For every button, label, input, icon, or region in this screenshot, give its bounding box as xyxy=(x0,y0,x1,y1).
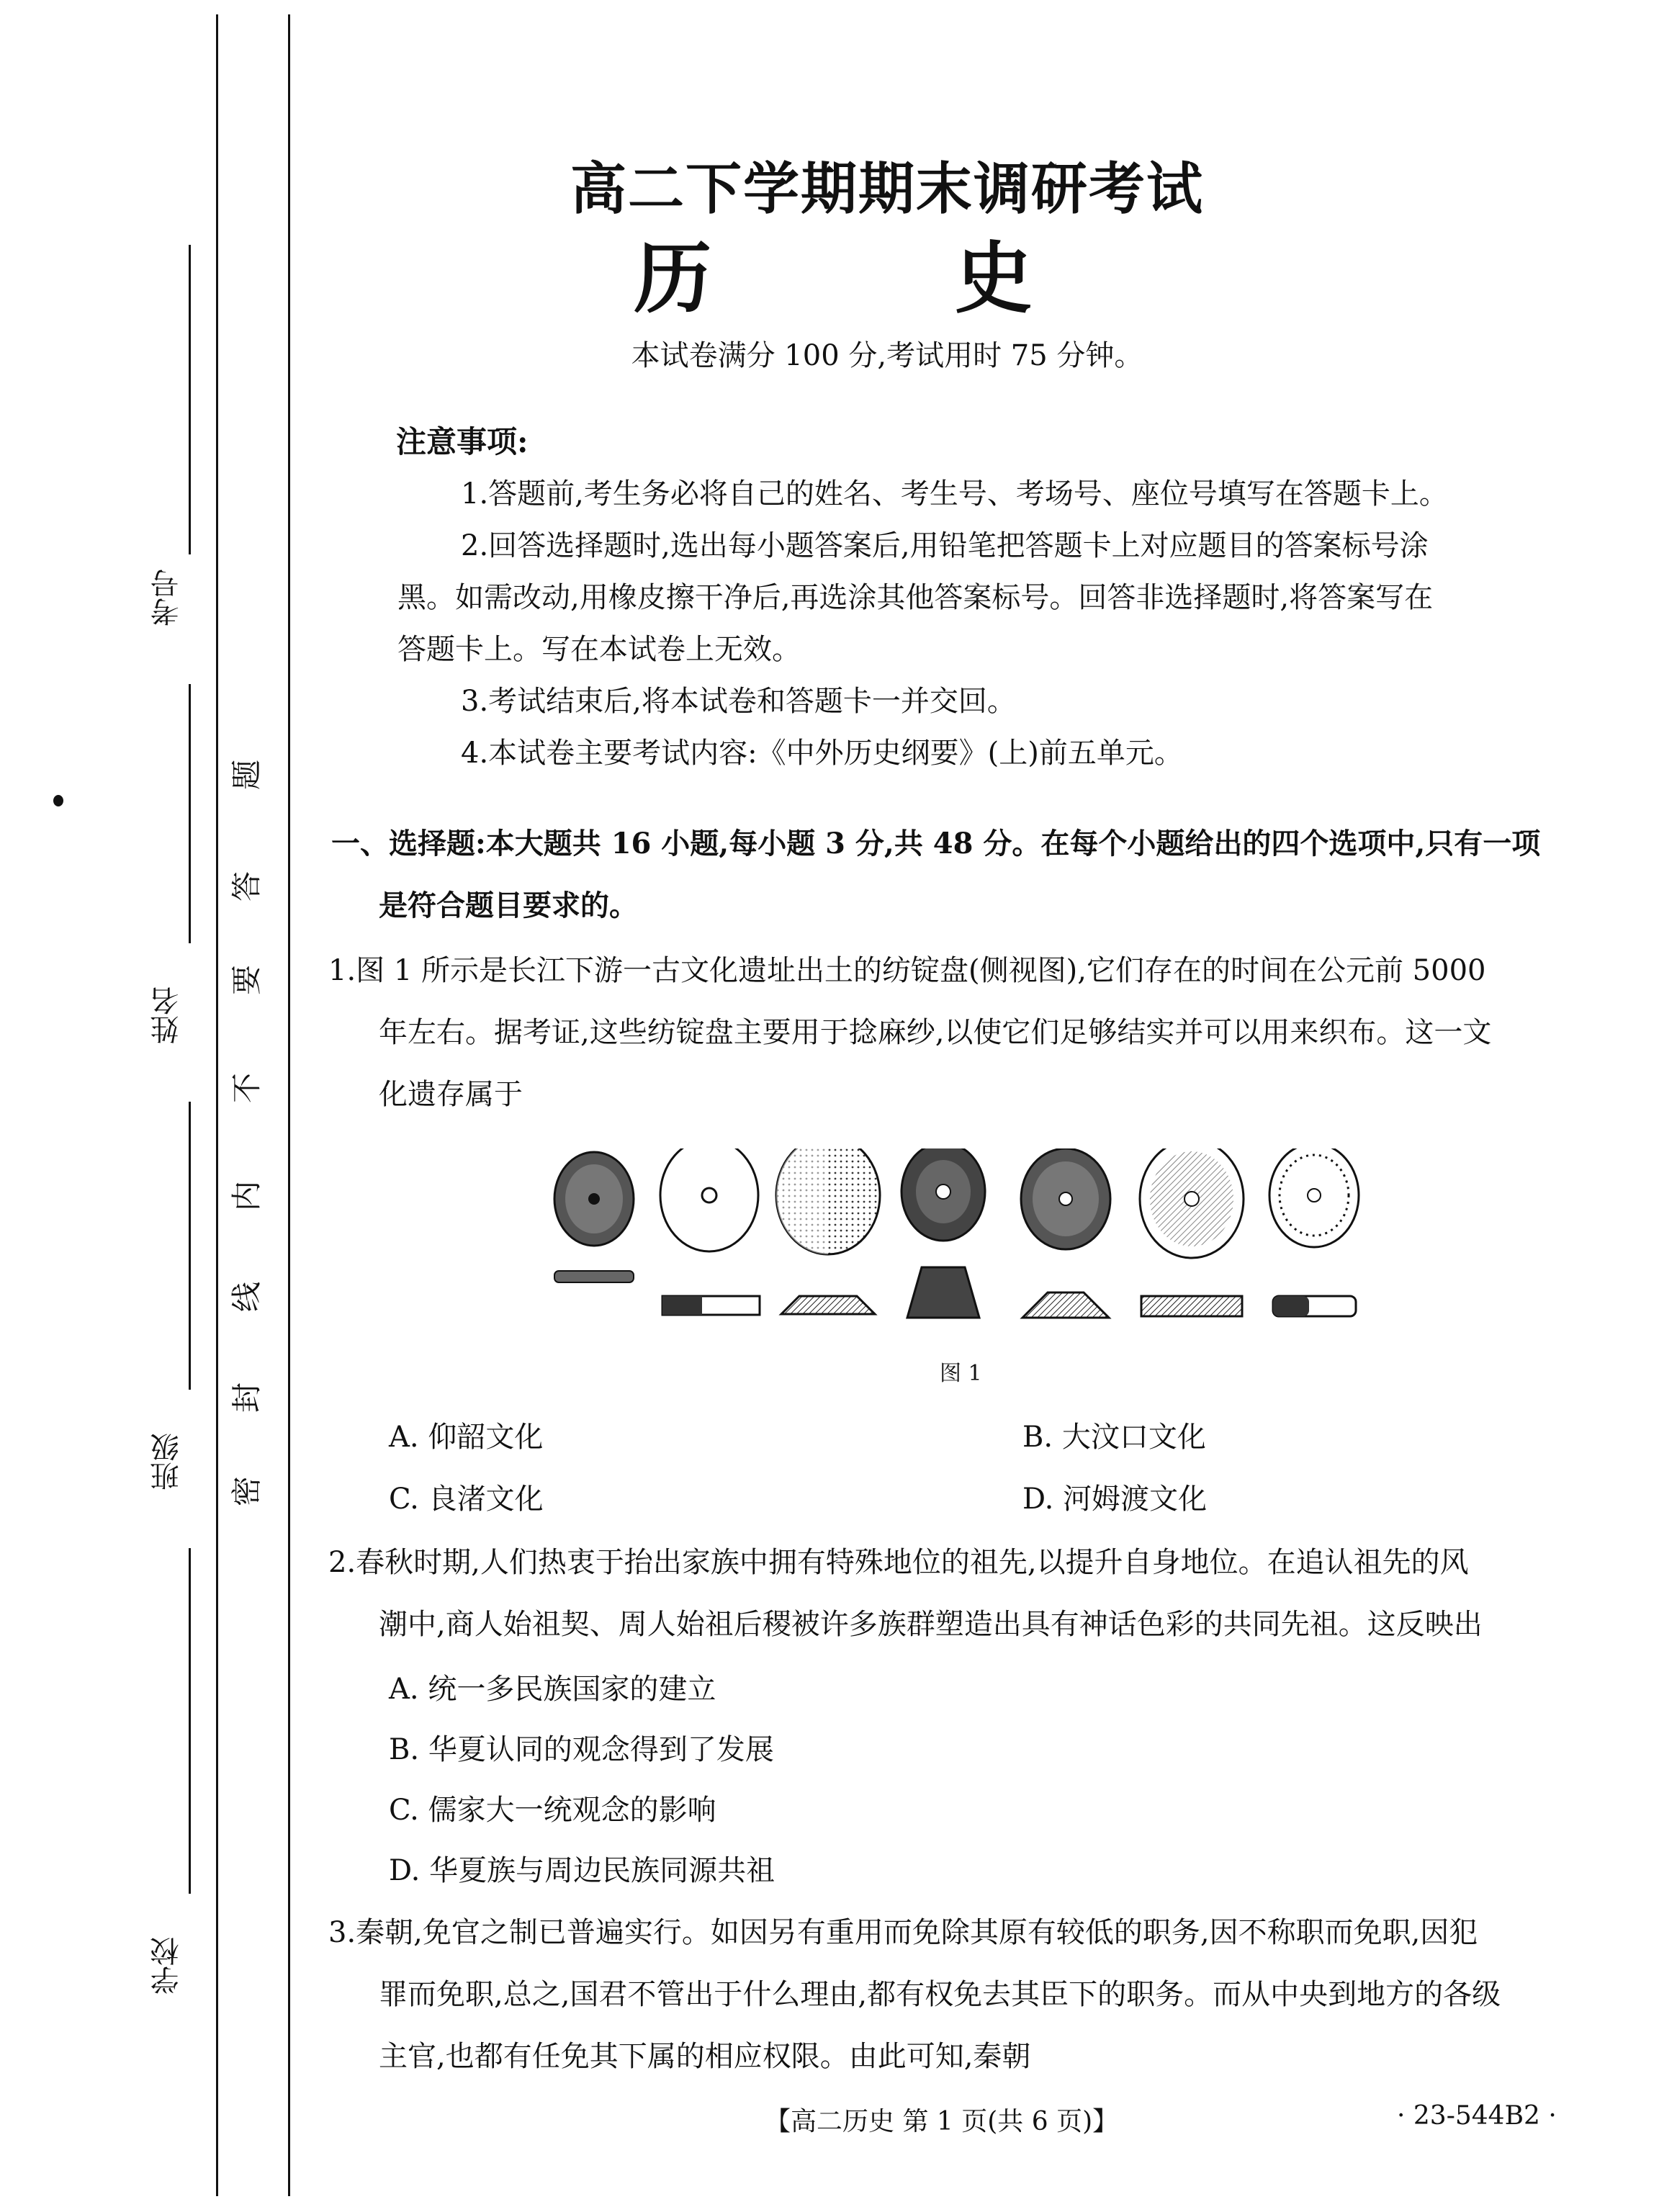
seal-char: 封 xyxy=(229,1382,265,1413)
notes-item: 2.回答选择题时,选出每小题答案后,用铅笔把答题卡上对应题目的答案标号涂 xyxy=(461,529,1429,562)
seal-char: 不 xyxy=(229,1072,265,1104)
banji-label: 班级 xyxy=(150,1433,184,1491)
notes-item: 答题卡上。写在本试卷上无效。 xyxy=(397,633,801,666)
seal-char: 线 xyxy=(229,1281,265,1313)
question-2-line: 潮中,商人始祖契、周人始祖后稷被许多族群塑造出具有神话色彩的共同先祖。这反映出 xyxy=(379,1608,1483,1641)
banji-blank xyxy=(189,1102,191,1390)
exam-code: · 23-544B2 · xyxy=(1397,2101,1557,2131)
seal-char: 要 xyxy=(229,964,265,996)
figure-1-caption: 图 1 xyxy=(940,1361,982,1386)
exam-info: 本试卷满分 100 分,考试用时 75 分钟。 xyxy=(631,339,1143,372)
question-1-option-b: B. 大汶口文化 xyxy=(1022,1421,1206,1454)
question-1-option-d: D. 河姆渡文化 xyxy=(1022,1483,1208,1516)
whorl-2 xyxy=(660,1148,760,1315)
question-2-line: 2.春秋时期,人们热衷于抬出家族中拥有特殊地位的祖先,以提升自身地位。在追认祖先的风 xyxy=(328,1546,1469,1579)
xuexiao-blank xyxy=(189,1548,191,1894)
notes-item: 1.答题前,考生务必将自己的姓名、考生号、考场号、座位号填写在答题卡上。 xyxy=(461,477,1448,511)
xuexiao-label: 学校 xyxy=(150,1937,184,1995)
notes-item: 黑。如需改动,用橡皮擦干净后,再选涂其他答案标号。回答非选择题时,将答案写在 xyxy=(397,581,1434,614)
question-1-line: 1.图 1 所示是长江下游一古文化遗址出土的纺锭盘(侧视图),它们存在的时间在公元前 5000 xyxy=(328,954,1486,987)
xingming-blank xyxy=(189,684,191,943)
whorl-7 xyxy=(1269,1148,1359,1316)
page-footer: 【高二历史 第 1 页(共 6 页)】 xyxy=(765,2107,1119,2136)
xingming-label: 姓名 xyxy=(150,986,184,1044)
subject-title: 历 史 xyxy=(634,233,1141,324)
question-3-line: 3.秦朝,免官之制已普遍实行。如因另有重用而免除其原有较低的职务,因不称职而免职,因犯 xyxy=(328,1916,1478,1949)
question-2-option-c: C. 儒家大一统观念的影响 xyxy=(389,1794,716,1827)
seal-char: 题 xyxy=(229,759,265,791)
notes-heading: 注意事项: xyxy=(396,424,529,459)
question-2-option-a: A. 统一多民族国家的建立 xyxy=(389,1673,716,1706)
kaohao-label: 考号 xyxy=(150,569,184,626)
figure-1-spindle-whorls xyxy=(540,1148,1404,1328)
section-heading: 一、选择题:本大题共 16 小题,每小题 3 分,共 48 分。在每个小题给出的四个选项中,只有一项 xyxy=(331,827,1541,860)
question-1-option-c: C. 良渚文化 xyxy=(389,1483,544,1516)
notes-item: 3.考试结束后,将本试卷和答题卡一并交回。 xyxy=(461,685,1016,718)
whorl-3 xyxy=(776,1148,880,1314)
seal-char: 答 xyxy=(229,871,265,902)
question-2-option-b: B. 华夏认同的观念得到了发展 xyxy=(389,1733,774,1766)
whorl-5 xyxy=(1021,1148,1110,1318)
exam-title: 高二下学期期末调研考试 xyxy=(570,156,1204,222)
question-3-line: 主官,也都有任免其下属的相应权限。由此可知,秦朝 xyxy=(379,2040,1031,2073)
section-heading-cont: 是符合题目要求的。 xyxy=(379,889,638,922)
seal-char: 密 xyxy=(229,1475,265,1507)
seal-char: 内 xyxy=(229,1180,265,1212)
question-1-option-a: A. 仰韶文化 xyxy=(389,1421,544,1454)
ink-dot xyxy=(53,795,63,806)
question-3-line: 罪而免职,总之,国君不管出于什么理由,都有权免去其臣下的职务。而从中央到地方的各级 xyxy=(379,1978,1501,2011)
whorl-4 xyxy=(902,1148,985,1318)
question-1-line: 化遗存属于 xyxy=(379,1078,523,1111)
notes-item: 4.本试卷主要考试内容:《中外历史纲要》(上)前五单元。 xyxy=(461,737,1183,770)
question-1-line: 年左右。据考证,这些纺锭盘主要用于捻麻纱,以使它们足够结实并可以用来织布。这一文 xyxy=(379,1016,1492,1049)
whorl-6 xyxy=(1140,1148,1244,1316)
question-2-option-d: D. 华夏族与周边民族同源共祖 xyxy=(389,1854,775,1887)
whorl-1 xyxy=(554,1152,634,1282)
